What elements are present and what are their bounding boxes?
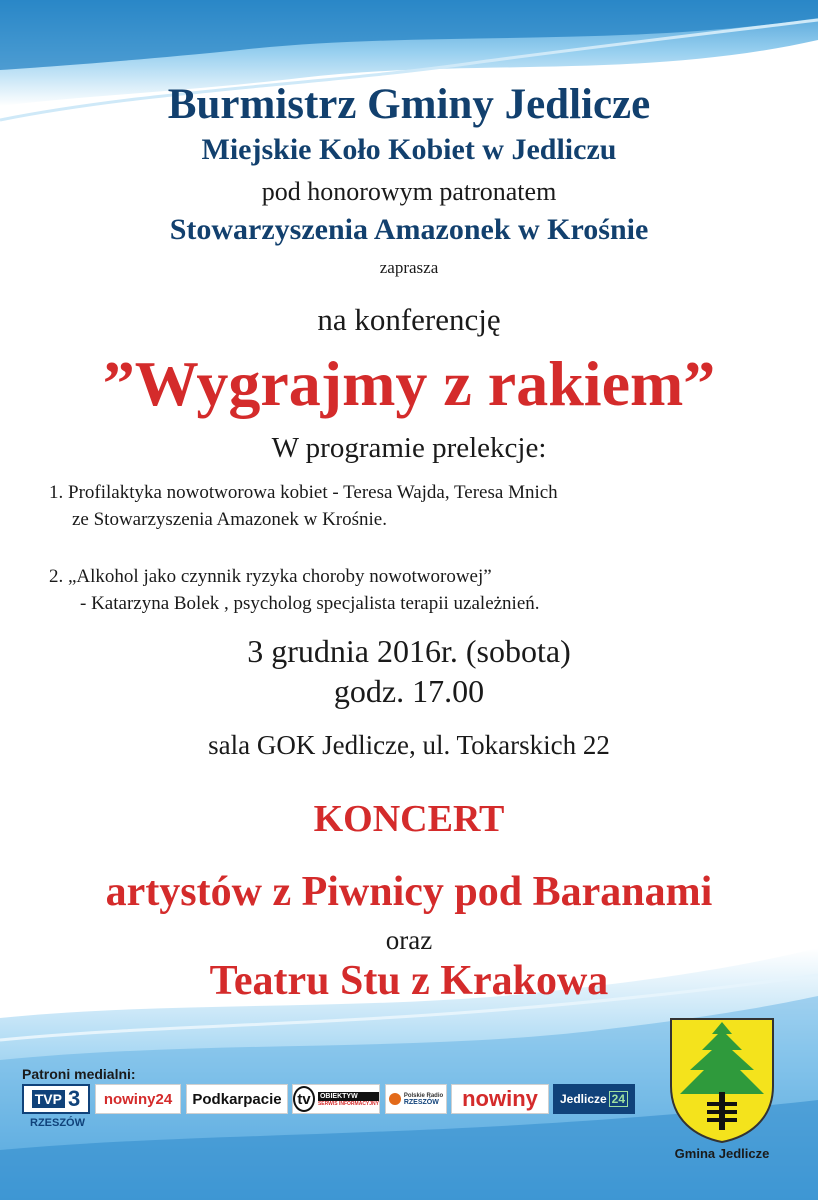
event-date: 3 grudnia 2016r. (sobota): [247, 633, 571, 669]
program-item-1-line1: 1. Profilaktyka nowotworowa kobiet - Teresa Wajda, Teresa Mnich: [49, 482, 558, 503]
organizer-name: Burmistrz Gminy Jedlicze: [167, 81, 651, 128]
program-heading: W programie prelekcje:: [271, 432, 547, 464]
media-patrons-label: Patroni medialni:: [22, 1066, 136, 1082]
logo-nowiny24: [95, 1084, 181, 1114]
logo-obiektyw: [292, 1084, 380, 1114]
logo-obiektyw-title: OBIEKTYW: [318, 1092, 379, 1101]
logo-podkarpacie: [186, 1084, 288, 1114]
program-item-2-line2: - Katarzyna Bolek , psycholog specjalista terapii uzależnień.: [80, 593, 540, 614]
program-item-2-line1: 2. „Alkohol jako czynnik ryzyka choroby nowotworowej”: [49, 566, 492, 587]
coat-of-arms-label: Gmina Jedlicze: [674, 1146, 770, 1161]
logo-obiektyw-labels: [318, 1092, 379, 1107]
logo-jedlicze24: [553, 1084, 635, 1114]
organizer-association: Miejskie Koło Kobiet w Jedliczu: [201, 133, 617, 166]
concert-artists: artystów z Piwnicy pod Baranami: [105, 869, 713, 915]
logo-nowiny24-text: nowiny24: [103, 1090, 173, 1108]
radio-dot-icon: [389, 1093, 401, 1105]
logo-radio-title: Polskie Radio: [403, 1092, 444, 1099]
logo-radio-city: RZESZÓW: [403, 1098, 439, 1106]
concert-heading: KONCERT: [313, 798, 505, 840]
conference-title: ”Wygrajmy z rakiem”: [102, 348, 716, 419]
logo-obiektyw-sub: SERWIS INFORMACYJNY: [317, 1100, 379, 1107]
logo-nowiny: [451, 1084, 549, 1114]
conference-intro: na konferencję: [317, 302, 501, 337]
concert-theatre: Teatru Stu z Krakowa: [209, 958, 609, 1004]
program-item-1-line2: ze Stowarzyszenia Amazonek w Krośnie.: [72, 509, 387, 530]
logo-tvp3-number: 3: [67, 1086, 81, 1111]
event-venue: sala GOK Jedlicze, ul. Tokarskich 22: [208, 730, 610, 760]
logo-tvp3-city: RZESZÓW: [30, 1117, 85, 1129]
logo-podkarpacie-text: Podkarpacie: [192, 1090, 282, 1108]
logo-jedlicze24-number: 24: [609, 1091, 628, 1107]
logo-tvp3: [22, 1084, 90, 1114]
patron-name: Stowarzyszenia Amazonek w Krośnie: [169, 213, 649, 246]
logo-jedlicze24-text: Jedlicze: [559, 1092, 607, 1106]
logo-nowiny-text: nowiny: [462, 1086, 538, 1111]
concert-connector: oraz: [385, 925, 433, 955]
coat-of-arms-icon: [668, 1016, 776, 1144]
logo-obiektyw-tv: tv: [293, 1086, 315, 1112]
logo-radio-labels: [404, 1093, 443, 1106]
logo-polskie-radio: [385, 1084, 447, 1114]
invite-text: zaprasza: [379, 258, 439, 277]
patronage-text: pod honorowym patronatem: [261, 177, 557, 206]
logo-tvp3-text: TVP: [32, 1090, 65, 1108]
event-time: godz. 17.00: [333, 673, 485, 709]
